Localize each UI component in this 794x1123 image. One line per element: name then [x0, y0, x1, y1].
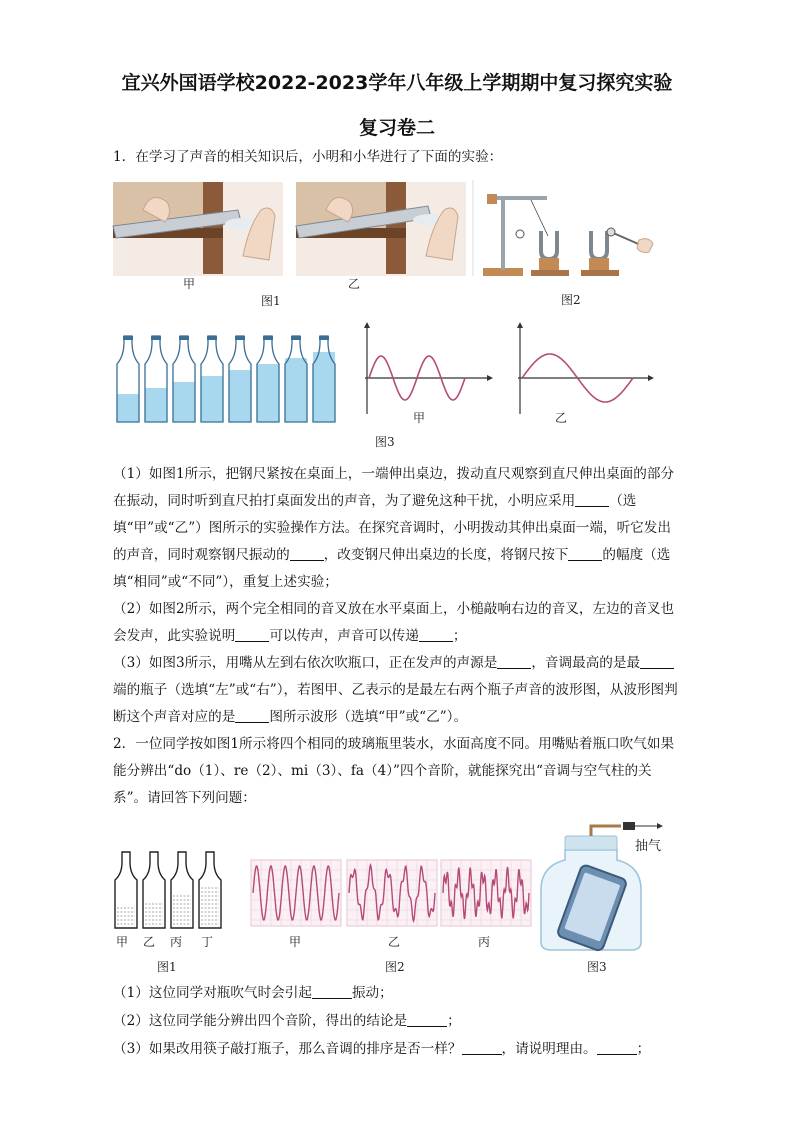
bottle: [257, 336, 279, 422]
q2-sub2: （2）这位同学能分辨出四个音阶，得出的结论是 ；: [113, 1013, 461, 1029]
bottle-label-jia: 甲: [116, 935, 129, 949]
q2-fig3-caption: 图3: [587, 960, 607, 974]
bottle-label-ding: 丁: [201, 935, 214, 949]
waveform-panel-jia: [251, 860, 341, 926]
fig1-label-yi: 乙: [348, 277, 361, 291]
q1-stem: 1．在学习了声音的相关知识后，小明和小华进行了下面的实验：: [113, 149, 503, 165]
q1-figure3-bottles-waves: [113, 322, 658, 452]
q1-part2: （2）如图2所示，两个完全相同的音叉放在水平桌面上，小槌敲响右边的音叉，左边的音叉也会发声，此实验说明 可以传声，声音可以传递 ；: [113, 601, 675, 644]
page-subtitle: 复习卷二: [358, 117, 435, 139]
answer-blank[interactable]: [497, 654, 531, 669]
q1-part3: （3）如图3所示，用嘴从左到右依次吹瓶口，正在发声的声源是 ，音调最高的是最端的瓶子（选填“左”或“右”），若图甲、乙表示的是最左右两个瓶子声音的波形图，从波形图判断这个声音对应的是 图所示波形（选填“甲”或“乙”）。: [113, 655, 678, 725]
answer-blank[interactable]: [575, 492, 609, 507]
answer-blank[interactable]: [312, 984, 352, 999]
answer-blank[interactable]: [235, 708, 269, 723]
wave-label-jia: 甲: [289, 935, 302, 949]
bottle: [143, 852, 165, 928]
bottle: [229, 336, 251, 422]
q2-bottle-row: [115, 852, 221, 928]
waveform-panel-bing: [441, 860, 531, 926]
bottle: [117, 336, 139, 422]
fig3-label-yi: 乙: [555, 411, 568, 425]
wave-label-yi: 乙: [388, 935, 401, 949]
fig2-caption: 图2: [561, 293, 581, 307]
answer-blank[interactable]: [235, 627, 269, 642]
q2-sub1: （1）这位同学对瓶吹气时会引起 振动；: [113, 985, 393, 1001]
q2-figures: [113, 820, 673, 980]
wave-label-bing: 丙: [478, 935, 491, 949]
answer-blank[interactable]: [568, 546, 602, 561]
q2-sub3: （3）如果改用筷子敲打瓶子，那么音调的排序是否一样？ ，请说明理由。 ；: [113, 1041, 651, 1057]
q1-part1: （1）如图1所示，把钢尺紧按在桌面上，一端伸出桌边，拨动直尺观察到直尺伸出桌面的部分在振动，同时听到直尺拍打桌面发出的声音，为了避免这种干扰，小明应采用 （选填“甲”或“乙”）图所示的实验操作方法。在探究音调时，小明拨动其伸出桌面一端，听它发出的声音，同时观察钢尺振动的 ，改变钢尺伸出桌边的长度，将钢尺按下 的幅度（选填“相同”或“不同”），重复上述实验；: [113, 466, 675, 590]
answer-blank[interactable]: [462, 1040, 502, 1055]
bottle-label-yi: 乙: [143, 935, 156, 949]
ruler-panel-a: [113, 182, 283, 276]
answer-blank[interactable]: [640, 654, 674, 669]
answer-blank[interactable]: [419, 627, 453, 642]
q2-fig1-caption: 图1: [157, 960, 177, 974]
waveform-jia: [364, 322, 493, 414]
bottle: [199, 852, 221, 928]
fig3-caption: 图3: [375, 435, 395, 449]
bottle: [115, 852, 137, 928]
bottle-label-bing: 丙: [170, 935, 183, 949]
bottle: [145, 336, 167, 422]
bottle: [171, 852, 193, 928]
bottle: [285, 336, 307, 422]
fig3-label-jia: 甲: [413, 411, 426, 425]
bottle: [313, 336, 335, 422]
answer-blank[interactable]: [407, 1012, 447, 1027]
bottle-row: [117, 336, 335, 422]
fig1-caption: 图1: [261, 294, 281, 308]
pump-label: 抽气: [635, 839, 662, 854]
q1-figure2-tuning-forks: [483, 186, 658, 311]
bottle: [201, 336, 223, 422]
ruler-panel-b: [296, 182, 466, 276]
waveform-yi: [517, 322, 654, 414]
q2-fig2-caption: 图2: [385, 960, 405, 974]
fig1-label-jia: 甲: [183, 277, 196, 291]
waveform-panel-yi: [347, 860, 437, 926]
answer-blank[interactable]: [290, 546, 324, 561]
bottle: [173, 336, 195, 422]
answer-blank[interactable]: [597, 1040, 637, 1055]
page-title: 宜兴外国语学校2022-2023学年八年级上学期期中复习探究实验: [121, 72, 673, 94]
q2-stem: 2．一位同学按如图1所示将四个相同的玻璃瓶里装水，水面高度不同。用嘴贴着瓶口吹气如果能分辨出“do（1）、re（2）、mi（3）、fa（4）”四个音阶，就能探究出“音调与空气柱的关系”。请回答下列问题：: [113, 736, 675, 806]
